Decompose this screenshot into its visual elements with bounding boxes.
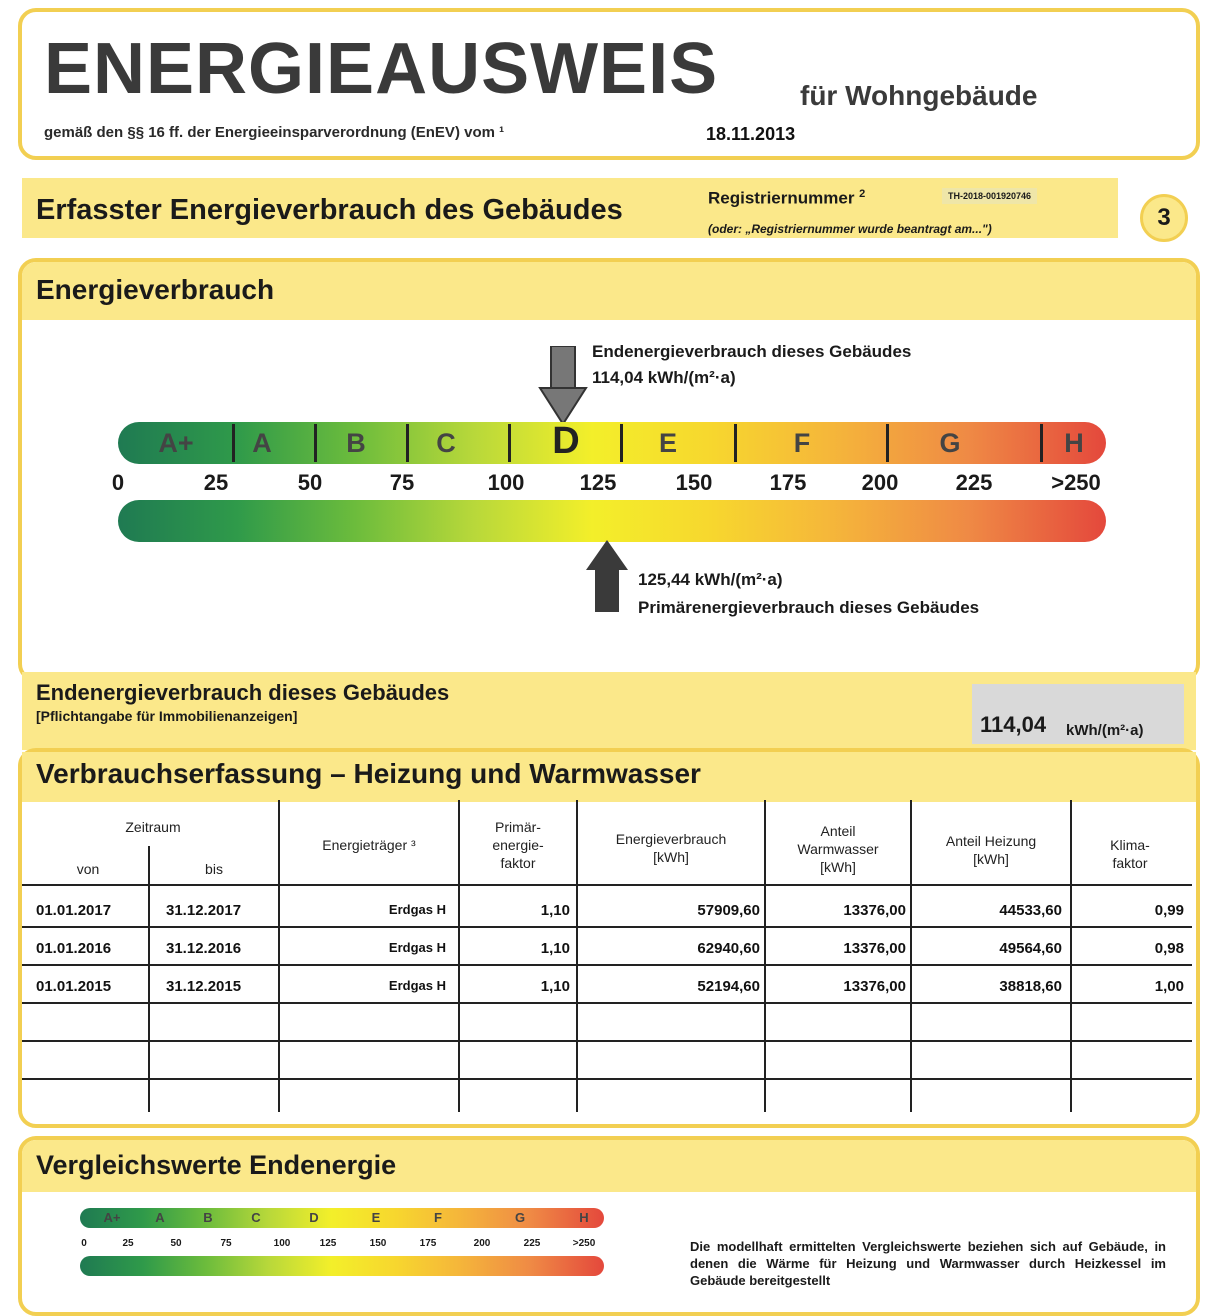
- energy-class-separator: [620, 424, 623, 462]
- grid-line: [764, 800, 766, 1112]
- energy-class-c: C: [436, 428, 456, 458]
- comparison-description: Die modellhaft ermittelten Vergleichswerte beziehen sich auf Gebäude, in denen die Wärme für Heizung und Warmwasser durch Heizkessel im Gebäude bereitgestellt: [690, 1239, 1166, 1288]
- cell-hot-water: 13376,00: [843, 978, 906, 995]
- comparison-scale-lower: [80, 1256, 604, 1276]
- end-energy-label: Endenergieverbrauch dieses Gebäudes: [592, 342, 912, 361]
- cell-hot-water: 13376,00: [843, 940, 906, 957]
- comparison-class-e: E: [371, 1210, 381, 1225]
- cell-factor: 1,10: [540, 940, 570, 957]
- col-to-header: bis: [205, 861, 223, 877]
- energy-class-separator: [886, 424, 889, 462]
- page-number-badge: 3: [1140, 194, 1188, 242]
- comparison-tick: 100: [273, 1238, 291, 1249]
- comparison-class-c: C: [251, 1210, 261, 1225]
- consumption-table-panel: [18, 748, 1200, 1128]
- energy-tick: 175: [769, 470, 807, 495]
- energy-tick: 0: [111, 470, 125, 495]
- grid-line: [22, 884, 1192, 886]
- grid-line: [278, 800, 280, 1112]
- col-hotwater-header: Anteil Warmwasser [kWh]: [797, 823, 879, 875]
- comparison-tick: 150: [369, 1238, 387, 1249]
- cell-climate: 1,00: [1154, 978, 1184, 995]
- comparison-tick: >250: [572, 1238, 596, 1249]
- comparison-tick: 225: [523, 1238, 541, 1249]
- energy-class-h: H: [1064, 428, 1084, 458]
- energy-class-separator: [508, 424, 511, 462]
- cell-consumption: 57909,60: [697, 902, 760, 919]
- energy-class-separator: [314, 424, 317, 462]
- comparison-class-aplus: A+: [103, 1210, 121, 1225]
- energy-tick: 125: [579, 470, 617, 495]
- energy-tick: 100: [487, 470, 525, 495]
- comparison-title: Vergleichswerte Endenergie: [36, 1150, 397, 1180]
- comparison-tick: 175: [419, 1238, 437, 1249]
- comparison-tick: 125: [319, 1238, 337, 1249]
- comparison-tick: 75: [220, 1238, 232, 1249]
- grid-line: [22, 1002, 1192, 1004]
- comparison-class-f: F: [434, 1210, 442, 1225]
- energy-tick: 200: [861, 470, 899, 495]
- grid-line: [458, 800, 460, 1112]
- final-energy-unit: kWh/(m²·a): [1066, 722, 1144, 739]
- registration-label-text: Registriernummer: [708, 188, 855, 208]
- comparison-tick: 25: [122, 1238, 134, 1249]
- grid-line: [576, 800, 578, 1112]
- comparison-tick: 0: [81, 1238, 87, 1249]
- cell-from: 01.01.2016: [36, 940, 112, 957]
- cell-to: 31.12.2016: [166, 940, 242, 957]
- cell-climate: 0,99: [1154, 902, 1184, 919]
- grid-line: [22, 1040, 1192, 1042]
- energy-class-e: E: [658, 428, 677, 458]
- registration-label: [708, 188, 865, 209]
- primary-energy-value: 125,44 kWh/(m²·a): [638, 570, 783, 589]
- cell-consumption: 62940,60: [697, 940, 760, 957]
- grid-line: [22, 1078, 1192, 1080]
- cell-to: 31.12.2015: [166, 978, 242, 995]
- energy-class-f: F: [793, 428, 811, 458]
- cell-from: 01.01.2015: [36, 978, 112, 995]
- energy-class-d: D: [552, 420, 580, 462]
- energy-class-separator: [1040, 424, 1043, 462]
- cell-heating: 44533,60: [999, 902, 1062, 919]
- cell-climate: 0,98: [1154, 940, 1184, 957]
- cell-consumption: 52194,60: [697, 978, 760, 995]
- grid-line: [1070, 800, 1072, 1112]
- comparison-tick: 50: [170, 1238, 182, 1249]
- comparison-class-h: H: [579, 1210, 589, 1225]
- document-subtitle: für Wohngebäude: [800, 80, 1038, 111]
- document-title: ENERGIEAUSWEIS: [44, 29, 719, 109]
- energy-scale-lower: [118, 500, 1106, 542]
- energy-consumption-title: Energieverbrauch: [36, 274, 275, 305]
- energy-class-a: A: [252, 428, 272, 458]
- cell-factor: 1,10: [540, 902, 570, 919]
- comparison-tick: 200: [473, 1238, 491, 1249]
- col-carrier-header: Energieträger ³: [322, 837, 416, 853]
- col-period-header: Zeitraum: [125, 819, 181, 835]
- cell-factor: 1,10: [540, 978, 570, 995]
- cell-from: 01.01.2017: [36, 902, 112, 919]
- energy-class-separator: [734, 424, 737, 462]
- col-heating-header: Anteil Heizung [kWh]: [945, 833, 1037, 867]
- cell-carrier: Erdgas H: [388, 978, 446, 993]
- cell-carrier: Erdgas H: [388, 902, 446, 917]
- comparison-class-g: G: [514, 1210, 526, 1225]
- law-reference: gemäß den §§ 16 ff. der Energieeinsparverordnung (EnEV) vom ¹: [44, 124, 505, 141]
- final-energy-label: Endenergieverbrauch dieses Gebäudes: [36, 680, 450, 705]
- cell-hot-water: 13376,00: [843, 902, 906, 919]
- final-energy-value: 114,04: [980, 712, 1047, 737]
- energy-tick: >250: [1051, 470, 1101, 495]
- col-factor-header: Primär- energie- faktor: [492, 819, 544, 871]
- registration-number: TH-2018-001920746: [942, 188, 1037, 204]
- registration-note: (oder: „Registriernummer wurde beantragt am..."): [708, 222, 992, 236]
- col-consumption-header: Energieverbrauch [kWh]: [615, 831, 727, 865]
- grid-line: [910, 800, 912, 1112]
- energy-tick: 25: [203, 470, 229, 495]
- energy-tick: 75: [389, 470, 415, 495]
- comparison-class-d: D: [309, 1210, 319, 1225]
- cell-heating: 49564,60: [999, 940, 1062, 957]
- section-title: Erfasster Energieverbrauch des Gebäudes: [36, 194, 623, 226]
- col-from-header: von: [76, 861, 100, 877]
- final-energy-sublabel: [Pflichtangabe für Immobilienanzeigen]: [36, 708, 298, 724]
- energy-class-aplus: A+: [158, 428, 194, 458]
- cell-to: 31.12.2017: [166, 902, 242, 919]
- cell-heating: 38818,60: [999, 978, 1062, 995]
- comparison-class-b: B: [203, 1210, 213, 1225]
- grid-line: [22, 926, 1192, 928]
- consumption-table-title: Verbrauchserfassung – Heizung und Warmwasser: [36, 758, 701, 789]
- energy-tick: 50: [297, 470, 323, 495]
- energy-class-g: G: [939, 428, 961, 458]
- energy-class-separator: [232, 424, 235, 462]
- end-energy-value: 114,04 kWh/(m²·a): [592, 368, 736, 387]
- law-date: 18.11.2013: [706, 124, 796, 144]
- energy-tick: 150: [675, 470, 713, 495]
- primary-energy-arrow-icon: [584, 540, 630, 612]
- cell-carrier: Erdgas H: [388, 940, 446, 955]
- comparison-class-a: A: [155, 1210, 165, 1225]
- end-energy-arrow-icon: [538, 346, 588, 426]
- energy-class-b: B: [346, 428, 366, 458]
- primary-energy-label: Primärenergieverbrauch dieses Gebäudes: [638, 598, 980, 617]
- col-climate-header: Klima- faktor: [1110, 837, 1150, 871]
- energy-tick: 225: [955, 470, 993, 495]
- energy-class-separator: [406, 424, 409, 462]
- grid-line: [22, 964, 1192, 966]
- registration-footnote: 2: [859, 188, 866, 200]
